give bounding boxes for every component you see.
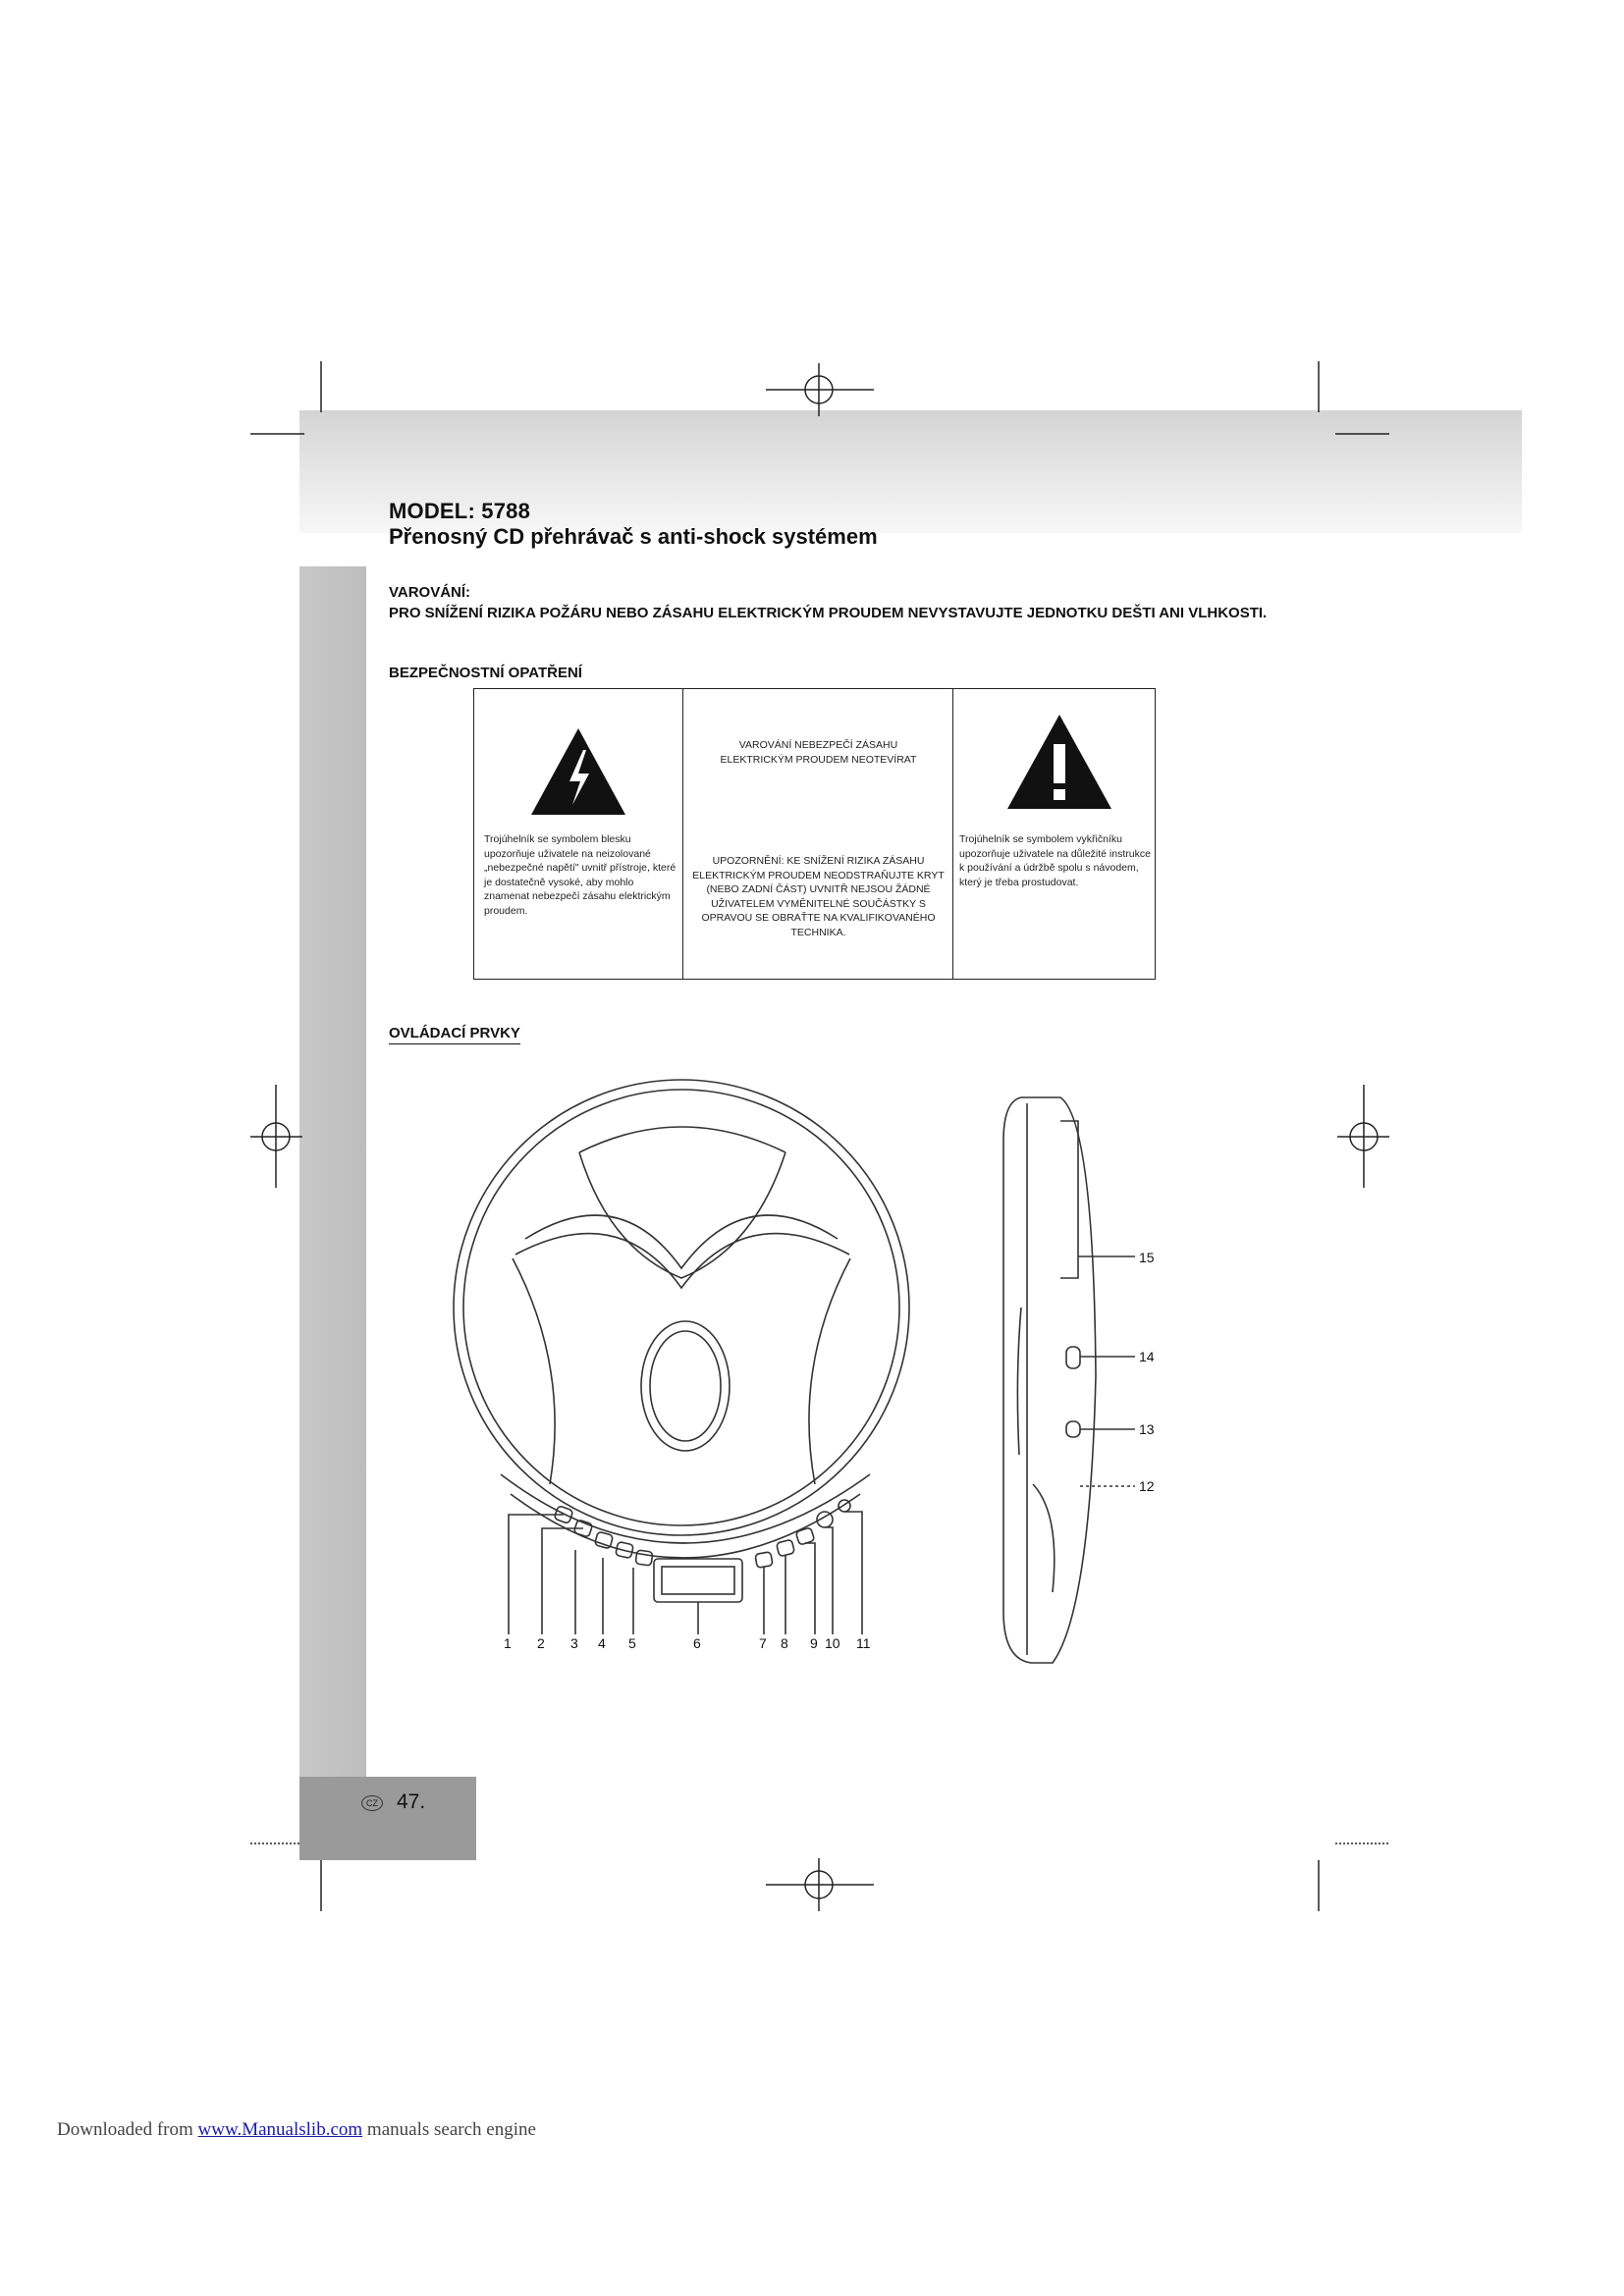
callout-1: 1 [504,1635,512,1651]
callout-9: 9 [810,1635,818,1651]
controls-heading: OVLÁDACÍ PRVKY [389,1025,520,1044]
exclamation-description: Trojúhelník se symbolem vykřičníku upozorňuje uživatele na důležité instrukce k používání a údržbě spolu s návodem, který je třeba prostudovat. [959,833,1151,888]
callout-3: 3 [570,1635,578,1651]
safety-table [473,688,1156,980]
cd-player-illustration [432,1062,1188,1669]
product-subtitle: Přenosný CD přehrávač s anti-shock systémem [389,524,878,549]
safety-cell-left [474,689,683,979]
callout-10: 10 [825,1635,840,1651]
callout-11: 11 [856,1635,871,1651]
warning-box-top: VAROVÁNÍ NEBEZPEČÍ ZÁSAHU ELEKTRICKÝM PROUDEM NEOTEVÍRAT [720,739,917,766]
warning-text: PRO SNÍŽENÍ RIZIKA POŽÁRU NEBO ZÁSAHU ELEKTRICKÝM PROUDEM NEVYSTAVUJTE JEDNOTKU DEŠTI ANI VLHKOSTI. [389,605,1268,621]
callout-4: 4 [598,1635,606,1651]
download-line [57,2119,536,2141]
callout-8: 8 [781,1635,788,1651]
callout-5: 5 [628,1635,636,1651]
exclamation-triangle-icon [1005,713,1113,811]
callout-7: 7 [759,1635,767,1651]
page-number: 47. [397,1790,426,1813]
lightning-triangle-icon [529,726,627,817]
safety-cell-right [953,689,1154,979]
download-prefix: Downloaded from [57,2119,198,2140]
language-badge: CZ [361,1795,383,1811]
callout-row-bottom [432,1635,1188,1659]
warning-heading: VAROVÁNÍ: [389,584,471,601]
manualslib-link[interactable]: www.Manualslib.com [197,2119,363,2140]
model-title: MODEL: 5788 [389,499,531,523]
callout-15: 15 [1139,1250,1155,1265]
callout-14: 14 [1139,1349,1155,1364]
callout-13: 13 [1139,1421,1155,1437]
callout-12: 12 [1139,1478,1155,1494]
callout-6: 6 [693,1635,701,1651]
safety-cell-middle [683,689,953,979]
download-suffix: manuals search engine [362,2119,536,2140]
callout-2: 2 [537,1635,545,1651]
lightning-description: Trojúhelník se symbolem blesku upozorňuje uživatele na neizolované „nebezpečné napětí" uvnitř přístroje, které je dostatečně vysoké, aby mohlo znamenat nebezpečí zásahu elektrickým proudem. [484,833,677,917]
safety-heading: BEZPEČNOSTNÍ OPATŘENÍ [389,665,582,681]
warning-box-bottom: UPOZORNĚNÍ: KE SNÍŽENÍ RIZIKA ZÁSAHU ELEKTRICKÝM PROUDEM NEODSTRAŇUJTE KRYT (NEBO ZADNÍ ČÁST) UVNITŘ NEJSOU ŽÁDNÉ UŽIVATELEM VYMĚNITELNÉ SOUČÁSTKY S OPRAVOU SE OBRAŤTE NA KVALIFIKOVANÉHO TECHNIKA. [692,855,945,938]
